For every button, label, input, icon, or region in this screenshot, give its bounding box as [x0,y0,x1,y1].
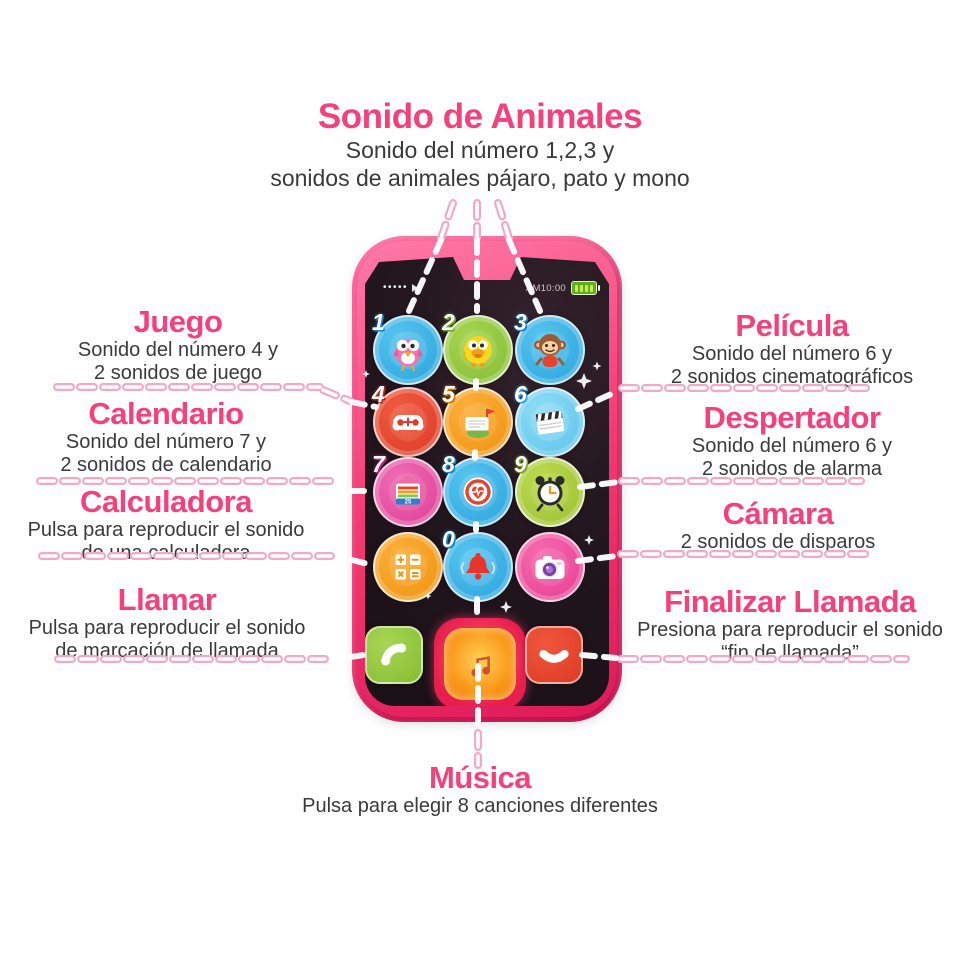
annotation-text: 2 sonidos cinematográficos [670,365,914,388]
status-bar [383,280,597,296]
app-game[interactable] [372,381,443,457]
annotation-text: Sonido del número 4 y [77,338,279,361]
annotation-heading: Música [428,760,532,795]
app-calendar[interactable] [372,451,443,527]
annotation-text: 2 sonidos de disparos [680,530,876,553]
toy-phone [352,236,622,722]
app-movie[interactable] [514,381,585,457]
music-button[interactable] [434,618,526,706]
annotation-heading: Juego [133,304,223,339]
music-note-icon [457,641,503,687]
app-number: 7 [372,451,385,477]
duck-icon [454,326,502,374]
app-alarm[interactable] [514,451,585,527]
signal-arrow-icon [412,284,418,292]
annotation-text: 2 sonidos de calendario [60,453,272,476]
bird-icon [384,326,432,374]
annotation-llamar [29,584,306,663]
app-monkey[interactable] [514,309,585,385]
annotation-text: 2 sonidos de alarma [701,457,883,480]
app-number: 1 [372,309,385,335]
end-call-handset-icon [531,632,577,678]
annotation-heading: Despertador [703,400,881,435]
annotation-calendario [60,398,271,477]
annotation-text: “fin de llamada” [721,641,859,664]
page-title: Sonido de Animales [317,97,643,136]
annotation-heading: Finalizar Llamada [664,584,916,619]
app-duck[interactable] [442,309,513,385]
annotation-musica [302,762,658,818]
annotation-text: 2 sonidos de juego [94,361,262,384]
phone-handset-icon [371,632,417,678]
clapperboard-icon [526,398,574,446]
annotation-pelicula [671,310,913,389]
annotation-camara [681,498,876,554]
calculator-icon [384,543,432,591]
title-block [270,98,689,192]
annotation-heading: Llamar [117,582,217,617]
app-number: 8 [442,451,455,477]
annotation-juego [78,306,278,385]
annotation-text: Pulsa para reproducir el sonido [27,518,305,541]
app-number: 2 [442,309,455,335]
alarm-clock-icon [526,468,574,516]
annotation-heading: Cámara [722,496,834,531]
title-subtitle-line1: Sonido del número 1,2,3 y [345,136,615,163]
annotation-text: Sonido del número 6 y [691,434,893,457]
annotation-finalizar-llamada [637,586,943,665]
annotation-text: Pulsa para reproducir el sonido [28,616,306,639]
app-health[interactable] [442,451,513,527]
app-number: 6 [514,381,527,407]
battery-icon [571,281,597,295]
app-bird[interactable] [372,309,443,385]
annotation-heading: Calendario [88,396,244,431]
mailbox-icon [454,398,502,446]
app-mail[interactable] [442,381,513,457]
annotation-text: de una calculadora [81,541,251,564]
music-button-glow [444,628,516,700]
app-number: 3 [514,309,527,335]
bell-icon [454,543,502,591]
signal-dots-icon: ••••• [383,282,409,293]
app-number: 4 [372,381,385,407]
annotation-text: Sonido del número 7 y [65,430,267,453]
annotation-text: de marcación de llamada [55,639,279,662]
app-bell[interactable] [442,526,513,602]
annotation-heading: Calculadora [80,484,252,519]
app-number: 5 [442,381,455,407]
app-number: 0 [442,526,455,552]
end-call-button[interactable] [525,626,583,684]
annotation-despertador [692,402,892,481]
annotation-heading: Película [735,308,849,343]
calendar-day: 25 [404,499,412,506]
monkey-icon [526,326,574,374]
annotation-text: Pulsa para elegir 8 canciones diferentes [302,794,658,817]
calendar-icon [384,468,432,516]
annotation-text: Presiona para reproducir el sonido [637,618,943,641]
camera-icon [526,543,574,591]
title-subtitle-line2: sonidos de animales pájaro, pato y mono [270,164,690,191]
gamepad-icon [384,398,432,446]
app-calculator[interactable] [373,532,443,602]
health-icon [454,468,502,516]
annotation-text: Sonido del número 6 y [691,342,893,365]
annotation-calculadora [28,486,305,565]
phone-screen [365,250,609,706]
status-time: AM10:00 [525,282,566,294]
app-number: 9 [514,451,527,477]
app-camera[interactable] [515,532,585,602]
call-button[interactable] [365,626,423,684]
